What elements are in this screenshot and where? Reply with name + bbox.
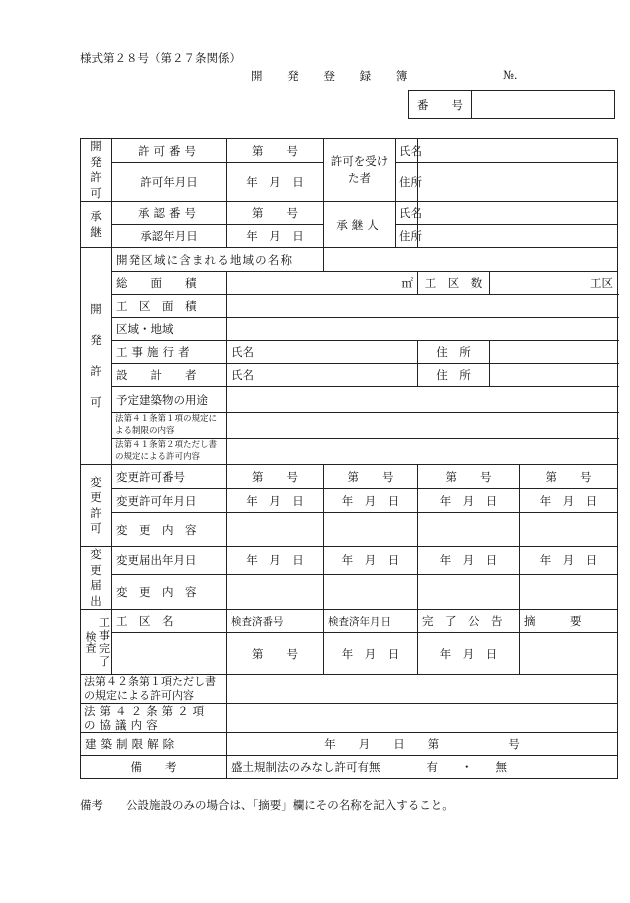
completion-notice-value[interactable]: 年 月 日 bbox=[418, 633, 520, 675]
remarks-field[interactable]: 盛土規制法のみなし許可有無 有 ・ 無 bbox=[227, 756, 618, 779]
permit-holder-label: 許可を受けた者 bbox=[324, 139, 396, 202]
dev-area-side-label: 開 発 許 可 bbox=[81, 248, 112, 465]
change-permit-no-3[interactable]: 第 号 bbox=[418, 465, 520, 489]
successor-name-label: 氏名 bbox=[396, 202, 418, 225]
zone-field[interactable] bbox=[227, 318, 618, 341]
change-permit-content-2[interactable] bbox=[324, 513, 418, 547]
registry-number-box bbox=[408, 90, 615, 119]
zone-label: 区域・地域 bbox=[112, 318, 227, 341]
record-no-label: №. bbox=[503, 68, 518, 82]
change-notice-content-1[interactable] bbox=[227, 574, 324, 610]
page-title: 開 発 登 録 簿 bbox=[251, 69, 408, 83]
remarks-label: 備 考 bbox=[81, 756, 227, 779]
change-permit-date-4[interactable]: 年 月 日 bbox=[520, 489, 618, 513]
contractor-address-field[interactable] bbox=[490, 341, 618, 364]
change-permit-no-2[interactable]: 第 号 bbox=[324, 465, 418, 489]
change-notice-side-label: 変 更 届 出 bbox=[81, 547, 112, 610]
change-permit-date-3[interactable]: 年 月 日 bbox=[418, 489, 520, 513]
ku-area-field[interactable] bbox=[227, 295, 618, 318]
change-notice-date-label: 変更届出年月日 bbox=[112, 547, 227, 574]
permit-number-value[interactable]: 第 号 bbox=[227, 139, 324, 163]
art41-2-field[interactable] bbox=[227, 439, 618, 465]
restriction-lift-field[interactable]: 年 月 日 第 号 bbox=[227, 733, 618, 756]
change-notice-date-4[interactable]: 年 月 日 bbox=[520, 547, 618, 574]
successor-name-field[interactable] bbox=[418, 202, 618, 225]
contractor-address-label: 住 所 bbox=[418, 341, 490, 364]
dev-permit-side-label: 開 発 許 可 bbox=[81, 139, 112, 202]
permit-holder-address-label: 住所 bbox=[396, 163, 418, 202]
change-permit-date-2[interactable]: 年 月 日 bbox=[324, 489, 418, 513]
approval-number-label: 承認番号 bbox=[112, 202, 227, 225]
change-permit-date-1[interactable]: 年 月 日 bbox=[227, 489, 324, 513]
change-permit-content-label: 変 更 内 容 bbox=[112, 513, 227, 547]
permit-holder-address-field[interactable] bbox=[418, 163, 618, 202]
ku-area-label: 工 区 面 積 bbox=[112, 295, 227, 318]
registry-table bbox=[80, 138, 618, 779]
permit-date-value[interactable]: 年 月 日 bbox=[227, 163, 324, 202]
change-notice-date-3[interactable]: 年 月 日 bbox=[418, 547, 520, 574]
planned-use-field[interactable] bbox=[227, 387, 618, 413]
change-notice-date-2[interactable]: 年 月 日 bbox=[324, 547, 418, 574]
designer-address-field[interactable] bbox=[490, 364, 618, 387]
change-notice-content-3[interactable] bbox=[418, 574, 520, 610]
inspection-no-value[interactable]: 第 号 bbox=[227, 633, 324, 675]
approval-number-value[interactable]: 第 号 bbox=[227, 202, 324, 225]
permit-holder-name-label: 氏名 bbox=[396, 139, 418, 163]
inspection-date-label: 検査済年月日 bbox=[324, 610, 418, 633]
art42-2-field[interactable] bbox=[227, 703, 618, 733]
summary-field[interactable] bbox=[520, 633, 618, 675]
contractor-label: 工事施行者 bbox=[112, 341, 227, 364]
designer-label: 設 計 者 bbox=[112, 364, 227, 387]
footnote: 備考 公設施設のみの場合は、「摘要」欄にその名称を記入すること。 bbox=[80, 798, 454, 812]
change-permit-content-4[interactable] bbox=[520, 513, 618, 547]
permit-holder-name-field[interactable] bbox=[418, 139, 618, 163]
planned-use-label: 予定建築物の用途 bbox=[112, 387, 227, 413]
ku-count-field[interactable]: 工区 bbox=[490, 272, 618, 295]
art42-2-label: 法第４２条第２項の協議内容 bbox=[81, 703, 227, 733]
registry-number-field[interactable] bbox=[472, 91, 615, 119]
change-permit-side-label: 変 更 許 可 bbox=[81, 465, 112, 547]
art41-1-field[interactable] bbox=[227, 413, 618, 439]
change-permit-content-1[interactable] bbox=[227, 513, 324, 547]
designer-name-label: 氏名 bbox=[231, 368, 254, 383]
contractor-name-field[interactable] bbox=[227, 341, 418, 364]
restriction-lift-label: 建築制限解除 bbox=[81, 733, 227, 756]
region-names-field[interactable] bbox=[324, 248, 618, 272]
completion-notice-label: 完 了 公 告 bbox=[418, 610, 520, 633]
ku-name-field[interactable] bbox=[112, 633, 227, 675]
successor-address-label: 住所 bbox=[396, 225, 418, 248]
designer-address-label: 住 所 bbox=[418, 364, 490, 387]
art42-1-label: 法第４２条第１項ただし書の規定による許可内容 bbox=[81, 675, 227, 704]
approval-date-label: 承認年月日 bbox=[112, 225, 227, 248]
art41-2-label: 法第４１条第２項ただし書の規定による許可内容 bbox=[112, 439, 227, 465]
region-names-label: 開発区域に含まれる地域の名称 bbox=[112, 248, 324, 272]
total-area-field[interactable]: ㎡ bbox=[227, 272, 418, 295]
permit-date-label: 許可年月日 bbox=[112, 163, 227, 202]
change-permit-no-4[interactable]: 第 号 bbox=[520, 465, 618, 489]
change-permit-no-label: 変更許可番号 bbox=[112, 465, 227, 489]
change-permit-date-label: 変更許可年月日 bbox=[112, 489, 227, 513]
designer-name-field[interactable] bbox=[227, 364, 418, 387]
registry-number-label: 番 号 bbox=[409, 91, 472, 119]
change-notice-content-4[interactable] bbox=[520, 574, 618, 610]
form-number: 様式第２８号（第２７条関係） bbox=[80, 51, 241, 65]
change-permit-no-1[interactable]: 第 号 bbox=[227, 465, 324, 489]
approval-date-value[interactable]: 年 月 日 bbox=[227, 225, 324, 248]
summary-label: 摘 要 bbox=[520, 610, 618, 633]
ku-count-label: 工 区 数 bbox=[418, 272, 490, 295]
inspection-date-value[interactable]: 年 月 日 bbox=[324, 633, 418, 675]
change-notice-date-1[interactable]: 年 月 日 bbox=[227, 547, 324, 574]
art41-1-label: 法第４１条第１項の規定による制限の内容 bbox=[112, 413, 227, 439]
succession-side-label: 承 継 bbox=[81, 202, 112, 248]
ku-name-label: 工 区 名 bbox=[112, 610, 227, 633]
change-notice-content-label: 変 更 内 容 bbox=[112, 574, 227, 610]
contractor-name-label: 氏名 bbox=[231, 345, 254, 360]
change-permit-content-3[interactable] bbox=[418, 513, 520, 547]
total-area-label: 総 面 積 bbox=[112, 272, 227, 295]
permit-number-label: 許可番号 bbox=[112, 139, 227, 163]
change-notice-content-2[interactable] bbox=[324, 574, 418, 610]
inspection-no-label: 検査済番号 bbox=[227, 610, 324, 633]
art42-1-field[interactable] bbox=[227, 675, 618, 704]
successor-address-field[interactable] bbox=[418, 225, 618, 248]
successor-label: 承継人 bbox=[324, 202, 396, 248]
inspection-side-label: 検査 工 事 完 了 bbox=[81, 610, 112, 675]
